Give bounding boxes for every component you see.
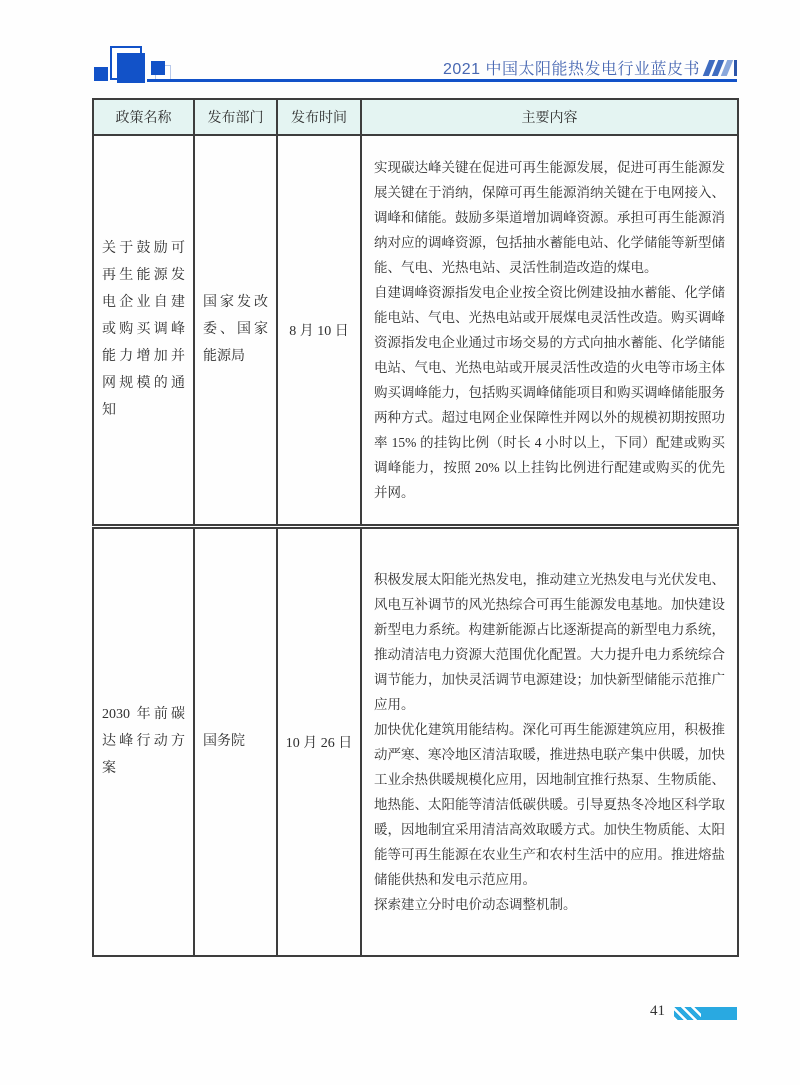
policy-name-cell: 关于鼓励可再生能源发电企业自建或购买调峰能力增加并网规模的通知 (93, 135, 194, 526)
footer-accent-bar (674, 1007, 737, 1020)
content-paragraph: 实现碳达峰关键在促进可再生能源发展，促进可再生能源发展关键在于消纳，保障可再生能源消纳关键在于电网接入、调峰和储能。鼓励多渠道增加调峰资源。承担可再生能源消纳对应的调峰资源，包括抽水蓄能电站、化学储能等新型储能、气电、光热电站、灵活性制造改造的煤电。 (374, 159, 725, 275)
logo-square-icon (94, 67, 108, 81)
content-paragraph: 探索建立分时电价动态调整机制。 (374, 896, 577, 912)
content-paragraph: 积极发展太阳能光热发电，推动建立光热发电与光伏发电、风电互补调节的风光热综合可再生能源发电基地。加快建设新型电力系统。构建新能源占比逐渐提高的新型电力系统，推动清洁电力资源大范围优化配置。大力提升电力系统综合调节能力，加快灵活调节电源建设；加快新型储能示范推广应用。 (374, 571, 725, 712)
page-title: 2021 中国太阳能热发电行业蓝皮书 (442, 61, 700, 78)
column-header-date: 发布时间 (277, 99, 361, 135)
date-cell: 10 月 26 日 (277, 526, 361, 956)
table-row (93, 135, 738, 526)
bar-icon (734, 60, 737, 76)
logo-square-icon (117, 53, 145, 83)
logo-square-icon (151, 61, 165, 75)
content-cell (361, 135, 738, 526)
column-header-policy-name: 政策名称 (93, 99, 194, 135)
table-row (93, 526, 738, 956)
department-cell: 国家发改委、国家能源局 (194, 135, 277, 526)
hatch-stripes-icon (674, 1007, 701, 1020)
content-paragraph: 加快优化建筑用能结构。深化可再生能源建筑应用，积极推动严寒、寒冷地区清洁取暖，推进热电联产集中供暖，加快工业余热供暖规模化应用，因地制宜推行热泵、生物质能、地热能、太阳能等清洁低碳供暖。引导夏热冬冷地区科学取暖，因地制宜采用清洁高效取暖方式。加快生物质能、太阳能等可再生能源在农业生产和农村生活中的应用。推进熔盐储能供热和发电示范应用。 (374, 721, 725, 887)
date-cell: 8 月 10 日 (277, 135, 361, 526)
content-paragraph: 自建调峰资源指发电企业按全资比例建设抽水蓄能、化学储能电站、气电、光热电站或开展煤电灵活性改造。购买调峰资源指发电企业通过市场交易的方式向抽水蓄能、化学储能电站、气电、光热电站或开展灵活性改造的火电等市场主体购买调峰能力，包括购买调峰储能项目和购买调峰储能服务两种方式。超过电网企业保障性并网以外的规模初期按照功率 15% 的挂钩比例（时长 4 小时以上，下同）配建或购买调峰能力，按照 20% 以上挂钩比例进行配建或购买的优先并网。 (374, 284, 725, 500)
table-header-row (93, 99, 738, 135)
content-cell (361, 526, 738, 956)
policy-table (92, 98, 739, 957)
header-slashes-icon (706, 60, 737, 76)
column-header-department: 发布部门 (194, 99, 277, 135)
page-number: 41 (650, 1003, 665, 1019)
policy-name-cell: 2030 年前碳达峰行动方案 (93, 526, 194, 956)
column-header-content: 主要内容 (361, 99, 738, 135)
header-rule (147, 79, 737, 82)
department-cell: 国务院 (194, 526, 277, 956)
